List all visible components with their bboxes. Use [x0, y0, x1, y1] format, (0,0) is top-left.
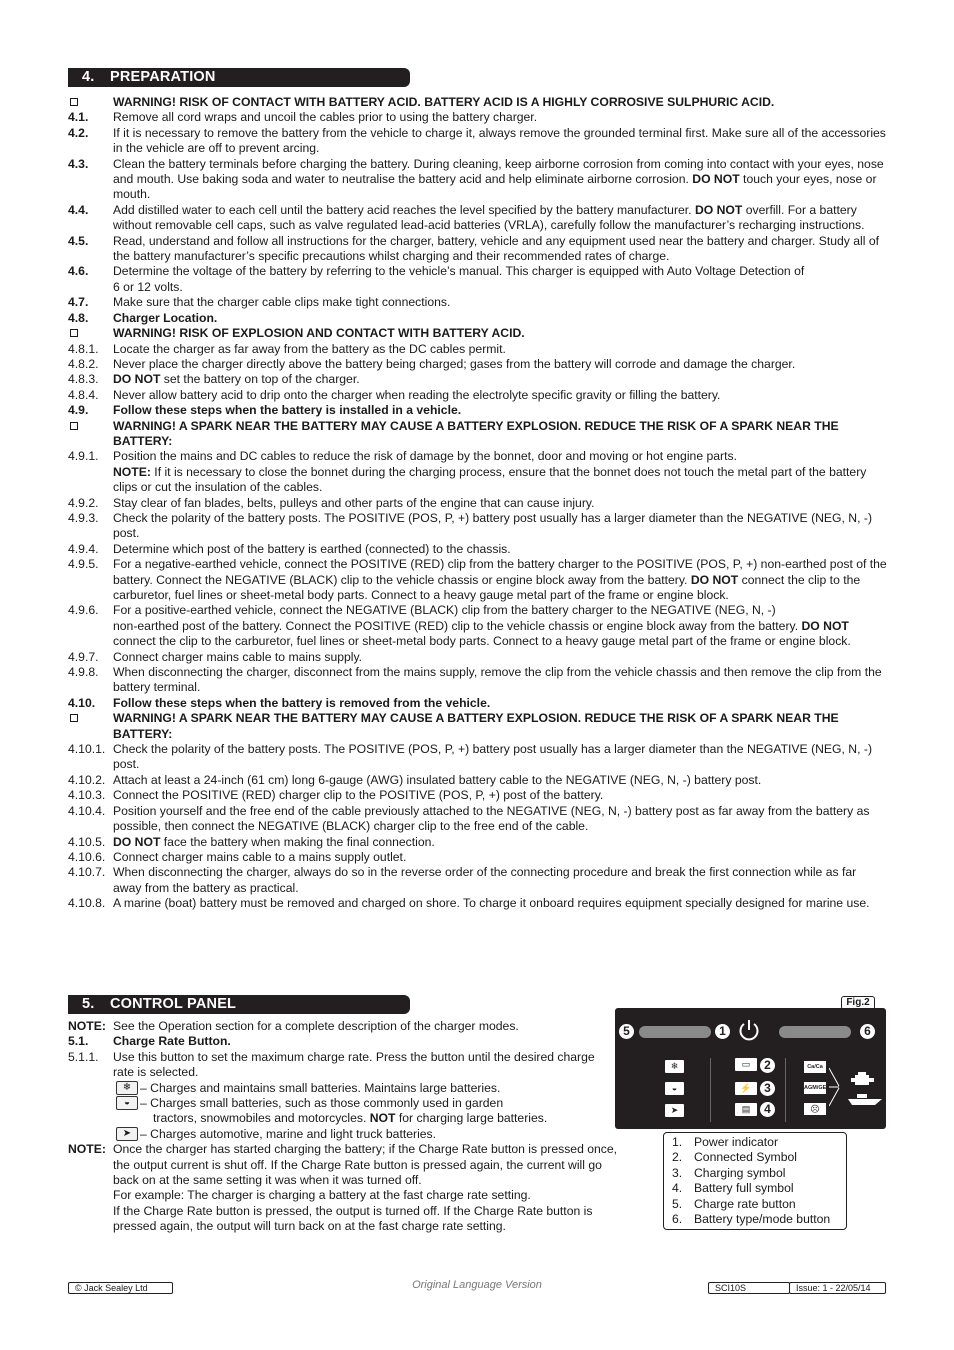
item-number: 4.8.4. [68, 387, 99, 402]
item-number: 4.9.6. [68, 603, 99, 618]
list-item [68, 157, 888, 203]
item-number: 4.2. [68, 125, 89, 140]
legend-key: 1. [672, 1135, 683, 1149]
list-item [68, 326, 888, 341]
item-number: 4.10.1. [68, 742, 106, 757]
item-number: 4.8. [68, 310, 89, 325]
legend-value: Power indicator [694, 1135, 778, 1149]
warning-checkbox-icon [68, 326, 113, 341]
item-number: 4.10.6. [68, 849, 106, 864]
cold-weather-icon: ☹ [804, 1103, 826, 1115]
item-number: 4.9.4. [68, 541, 99, 556]
list-item [68, 711, 888, 742]
item-text: Check the polarity of the battery posts. The POSITIVE (POS, P, +) battery post usually has a larger diameter than the NEGATIVE (NEG, N, -) post. [113, 742, 872, 772]
list-item [68, 110, 888, 125]
list-item [68, 788, 888, 803]
legend-key: 4. [672, 1181, 683, 1196]
rabbit-mode-icon: ➤ [665, 1104, 684, 1117]
item-text: Clean the battery terminals before charging the battery. During cleaning, keep airborne corrosion from coming into contact with your eyes, nose and mouth. Use baking soda and water to neutralise the battery acid and help eliminate airborne corrosion. DO NOT touch your eyes, nose or mouth. [113, 156, 884, 202]
item-text: WARNING! A SPARK NEAR THE BATTERY MAY CAUSE A BATTERY EXPLOSION. REDUCE THE RISK OF A SPARK NEAR THE BATTERY: [113, 711, 839, 741]
item-number: 4.10.3. [68, 788, 106, 803]
list-item [68, 773, 888, 788]
legend-value: Battery full symbol [694, 1181, 794, 1196]
footer-language: Original Language Version [412, 1279, 542, 1291]
item-number: 5.1. [68, 1034, 89, 1049]
item-text: Stay clear of fan blades, belts, pulleys and other parts of the engine that can cause injury. [113, 495, 595, 510]
item-text: Charge Rate Button. [113, 1034, 231, 1049]
mode-text: – Charges small batteries, such as those commonly used in garden [140, 1096, 504, 1111]
item-text: DO NOT face the battery when making the final connection. [113, 834, 435, 849]
legend-key: 6. [672, 1212, 683, 1227]
turtle-mode-icon: ◒ [665, 1082, 684, 1095]
item-text: Follow these steps when the battery is installed in a vehicle. [113, 403, 462, 418]
list-item [68, 264, 888, 295]
list-item [68, 95, 888, 110]
checkbox-icon [70, 422, 78, 430]
item-text: Attach at least a 24-inch (61 cm) long 6-gauge (AWG) insulated battery cable to the NEGATIVE (NEG, N, -) battery post. [113, 772, 762, 787]
item-text: DO NOT set the battery on top of the charger. [113, 372, 360, 387]
item-text: WARNING! RISK OF CONTACT WITH BATTERY ACID. BATTERY ACID IS A HIGHLY CORROSIVE SULPHURIC ACID. [113, 95, 775, 109]
item-text: Connect charger mains cable to a mains supply outlet. [113, 849, 407, 864]
item-number: 4.10.2. [68, 772, 106, 787]
item-number: 4.8.1. [68, 341, 99, 356]
list-item [68, 835, 888, 850]
bracket-line [829, 1066, 845, 1108]
preparation-list [68, 95, 888, 912]
item-number: 4.3. [68, 156, 89, 171]
legend-value: Charge rate button [694, 1196, 796, 1211]
list-item [68, 542, 888, 557]
item-text: Never place the charger directly above the battery being charged; gases from the battery will corrode and damage the charger. [113, 356, 796, 371]
section-title: PREPARATION [110, 69, 216, 85]
charging-symbol-icon: ⚡ [735, 1082, 757, 1095]
item-text: WARNING! RISK OF EXPLOSION AND CONTACT WITH BATTERY ACID. [113, 326, 525, 341]
item-number: 4.9.1. [68, 449, 99, 464]
list-item [68, 1050, 618, 1081]
list-item [68, 295, 888, 310]
mode-row-continued [68, 1111, 618, 1126]
legend-value: Charging symbol [694, 1165, 786, 1180]
list-item [68, 126, 888, 157]
power-icon [736, 1017, 762, 1043]
footer-issue: Issue: 1 - 22/05/14 [789, 1282, 886, 1294]
item-text: When disconnecting the charger, disconnect from the mains supply, remove the clip from the vehicle chassis and then remove the clip from the battery terminal. [113, 665, 882, 695]
warning-checkbox-icon [68, 95, 113, 110]
list-item [68, 603, 888, 649]
list-item [68, 311, 888, 326]
item-text: A marine (boat) battery must be removed and charged on shore. To charge it onboard requires equipment specially designed for marine use. [113, 896, 870, 911]
charge-rate-button-bar [639, 1026, 711, 1038]
item-text: Position the mains and DC cables to reduce the risk of damage by the bonnet, door and moving or hot engine parts. NOTE: If it is necessary to close the bonnet during the charging process, ensure that the bonnet does not touch the metal part of the battery clips or cut the insulation of the cables. [113, 449, 867, 495]
list-item [68, 388, 888, 403]
list-item [68, 234, 888, 265]
list-item [68, 1142, 618, 1234]
item-text: Follow these steps when the battery is removed from the vehicle. [113, 695, 491, 710]
item-text: Use this button to set the maximum charge rate. Press the button until the desired charge rate is selected. [113, 1049, 595, 1080]
item-number: 4.5. [68, 233, 89, 248]
list-item [68, 403, 888, 418]
item-text: Add distilled water to each cell until the battery acid reaches the level specified by the battery manufacturer. DO NOT overfill. For a battery without removable cell caps, such as valve regulated lead-acid batteries (VRLA), carefully follow the manufacturer’s recharging instructions. [113, 202, 865, 233]
car-battery-icon [851, 1072, 875, 1086]
boat-icon [847, 1092, 883, 1106]
control-panel-text [68, 1019, 618, 1235]
list-item [68, 203, 888, 234]
item-text: Make sure that the charger cable clips make tight connections. [113, 295, 451, 310]
item-number: 4.8.3. [68, 372, 99, 387]
item-number: 4.9.5. [68, 557, 99, 572]
connected-symbol-icon: ▭ [735, 1058, 757, 1071]
item-number: 4.9.7. [68, 649, 99, 664]
legend-item [672, 1166, 846, 1181]
legend-key: 3. [672, 1165, 683, 1180]
list-item [68, 357, 888, 372]
item-text: WARNING! A SPARK NEAR THE BATTERY MAY CAUSE A BATTERY EXPLOSION. REDUCE THE RISK OF A SPARK NEAR THE BATTERY: [113, 418, 839, 448]
item-number: 4.10.7. [68, 865, 106, 880]
rabbit-battery-icon: ➤ [116, 1127, 138, 1141]
item-number: 5.1.1. [68, 1049, 99, 1064]
item-number: NOTE: [68, 1142, 106, 1157]
calcium-badge: Ca/Ca [804, 1061, 826, 1073]
legend-key: 5. [672, 1196, 683, 1211]
battery-full-icon: ▤ [735, 1103, 757, 1116]
callout-3: 3 [760, 1081, 775, 1096]
mode-text: – Charges and maintains small batteries. Maintains large batteries. [140, 1080, 501, 1095]
snowflake-battery-icon: ❄ [116, 1081, 138, 1095]
callout-2: 2 [760, 1058, 775, 1073]
checkbox-icon [70, 98, 78, 106]
legend-item [672, 1181, 846, 1196]
item-number: 4.10.4. [68, 803, 106, 818]
item-text: Determine the voltage of the battery by referring to the vehicle’s manual. This charger is equipped with Auto Voltage Detection of 6 or 12 volts. [113, 264, 805, 294]
list-item [68, 342, 888, 357]
item-text: If it is necessary to remove the battery from the vehicle to charge it, always remove the grounded terminal first. Make sure all of the accessories in the vehicle are off to prevent arcing. [113, 125, 886, 156]
item-number: 4.9.3. [68, 510, 99, 525]
item-number: NOTE: [68, 1019, 106, 1033]
item-text: Connect the POSITIVE (RED) charger clip to the POSITIVE (POS, P, +) post of the battery. [113, 788, 604, 803]
figure-legend [663, 1132, 847, 1230]
section-title: CONTROL PANEL [110, 996, 237, 1012]
item-number: 4.1. [68, 110, 89, 125]
list-item [68, 865, 888, 896]
item-number: 4.9.8. [68, 665, 99, 680]
legend-item [672, 1135, 846, 1150]
snowflake-mode-icon: ❄ [665, 1060, 684, 1073]
warning-checkbox-icon [68, 419, 113, 450]
mode-text: – Charges automotive, marine and light truck batteries. [140, 1126, 437, 1141]
list-item [68, 742, 888, 773]
list-item [68, 496, 888, 511]
item-number: 4.8.2. [68, 356, 99, 371]
item-number: 4.7. [68, 295, 89, 310]
item-text: Position yourself and the free end of the cable previously attached to the NEGATIVE (NEG, N, -) battery post as far away from the battery as possible, then connect the NEGATIVE (BLACK) charger clip to the free end of the cable. [113, 803, 870, 834]
list-item [68, 850, 888, 865]
item-number: 4.9.2. [68, 495, 99, 510]
mode-row [68, 1127, 618, 1142]
item-text: See the Operation section for a complete description of the charger modes. [113, 1019, 519, 1033]
mode-text: tractors, snowmobiles and motorcycles. NOT for charging large batteries. [153, 1111, 548, 1126]
item-text: Check the polarity of the battery posts. The POSITIVE (POS, P, +) battery post usually has a larger diameter than the NEGATIVE (NEG, N, -) post. [113, 510, 872, 541]
divider [710, 1058, 711, 1122]
list-item [68, 1019, 618, 1034]
list-item [68, 449, 888, 495]
legend-key: 2. [672, 1150, 683, 1165]
item-number: 4.10.8. [68, 896, 106, 911]
battery-type-button-bar [779, 1026, 851, 1038]
checkbox-icon [70, 329, 78, 337]
item-text: Connect charger mains cable to mains supply. [113, 649, 363, 664]
mode-row [68, 1081, 618, 1096]
list-item [68, 650, 888, 665]
figure-label: Fig.2 [841, 996, 875, 1010]
item-number: 4.9. [68, 403, 89, 418]
list-item [68, 696, 888, 711]
list-item [68, 557, 888, 603]
list-item [68, 665, 888, 696]
item-text: Never allow battery acid to drip onto the charger when reading the electrolyte specific gravity or filling the battery. [113, 387, 721, 402]
list-item [68, 896, 888, 911]
legend-item [672, 1197, 846, 1212]
list-item [68, 804, 888, 835]
callout-6: 6 [860, 1024, 875, 1039]
legend-item [672, 1212, 846, 1227]
item-number: 4.10. [68, 695, 96, 710]
item-number: 4.10.5. [68, 834, 106, 849]
item-text: Charger Location. [113, 310, 218, 325]
list-item [68, 511, 888, 542]
legend-value: Battery type/mode button [694, 1212, 831, 1227]
legend-item [672, 1150, 846, 1165]
section-control-panel-header [68, 995, 410, 1014]
checkbox-icon [70, 714, 78, 722]
item-text: Determine which post of the battery is earthed (connected) to the chassis. [113, 541, 511, 556]
control-panel-figure [615, 1008, 886, 1129]
item-number: 4.6. [68, 264, 89, 279]
divider [785, 1058, 786, 1122]
item-number: 4.4. [68, 202, 89, 217]
item-text: Locate the charger as far away from the battery as the DC cables permit. [113, 341, 506, 356]
legend-value: Connected Symbol [694, 1150, 797, 1165]
list-item [68, 1034, 618, 1049]
section-number: 5. [82, 996, 95, 1012]
callout-1: 1 [715, 1024, 730, 1039]
section-preparation-header [68, 68, 410, 87]
item-text: Remove all cord wraps and uncoil the cables prior to using the battery charger. [113, 110, 538, 125]
mode-row [68, 1096, 618, 1111]
footer-model: SCI10S [708, 1282, 790, 1294]
item-text: When disconnecting the charger, always do so in the reverse order of the connecting procedure and break the first connection while as far away from the battery as practical. [113, 865, 857, 895]
list-item [68, 372, 888, 387]
turtle-battery-icon: ◒ [116, 1096, 138, 1110]
callout-4: 4 [760, 1102, 775, 1117]
item-text: For a negative-earthed vehicle, connect the POSITIVE (RED) clip from the battery charger to the POSITIVE (POS, P, +) non-earthed post of the battery. Connect the NEGATIVE (BLACK) clip to the vehicle chassis or engine block away from the battery. DO NOT connect the clip to the carburetor, fuel lines or sheet-metal body parts. Connect to a heavy gauge metal part of the frame or engine block. [113, 557, 887, 602]
item-text: Once the charger has started charging the battery; if the Charge Rate button is pressed once, the output current is shut off. If the Charge Rate button is pressed again, the current will go back on at the same setting it was when it was turned off. For example: The charger is charging a battery at the fast charge rate setting. If the Charge Rate button is pressed, the output is turned off. If the Charge Rate button is pressed again, the output will turn back on at the fast charge rate setting. [113, 1142, 618, 1234]
section-number: 4. [82, 69, 95, 85]
footer-copyright: © Jack Sealey Ltd [68, 1282, 173, 1294]
callout-5: 5 [619, 1024, 634, 1039]
agm-gel-badge: AGM/GEL [804, 1082, 826, 1094]
item-text: For a positive-earthed vehicle, connect the NEGATIVE (BLACK) clip from the battery charger to the NEGATIVE (NEG, N, -) non-earthed post of the battery. Connect the POSITIVE (RED) clip to the vehicle chassis or engine block away from the battery. DO NOT connect the clip to the carburetor, fuel lines or sheet-metal body parts. Connect to a heavy gauge metal part of the frame or engine block. [113, 603, 851, 649]
item-text: Read, understand and follow all instructions for the charger, battery, vehicle and any equipment used near the battery and charger. Study all of the battery manufacturer’s specific precautions whilst charging and their recommended rates of charge. [113, 233, 880, 264]
list-item [68, 419, 888, 450]
warning-checkbox-icon [68, 711, 113, 742]
